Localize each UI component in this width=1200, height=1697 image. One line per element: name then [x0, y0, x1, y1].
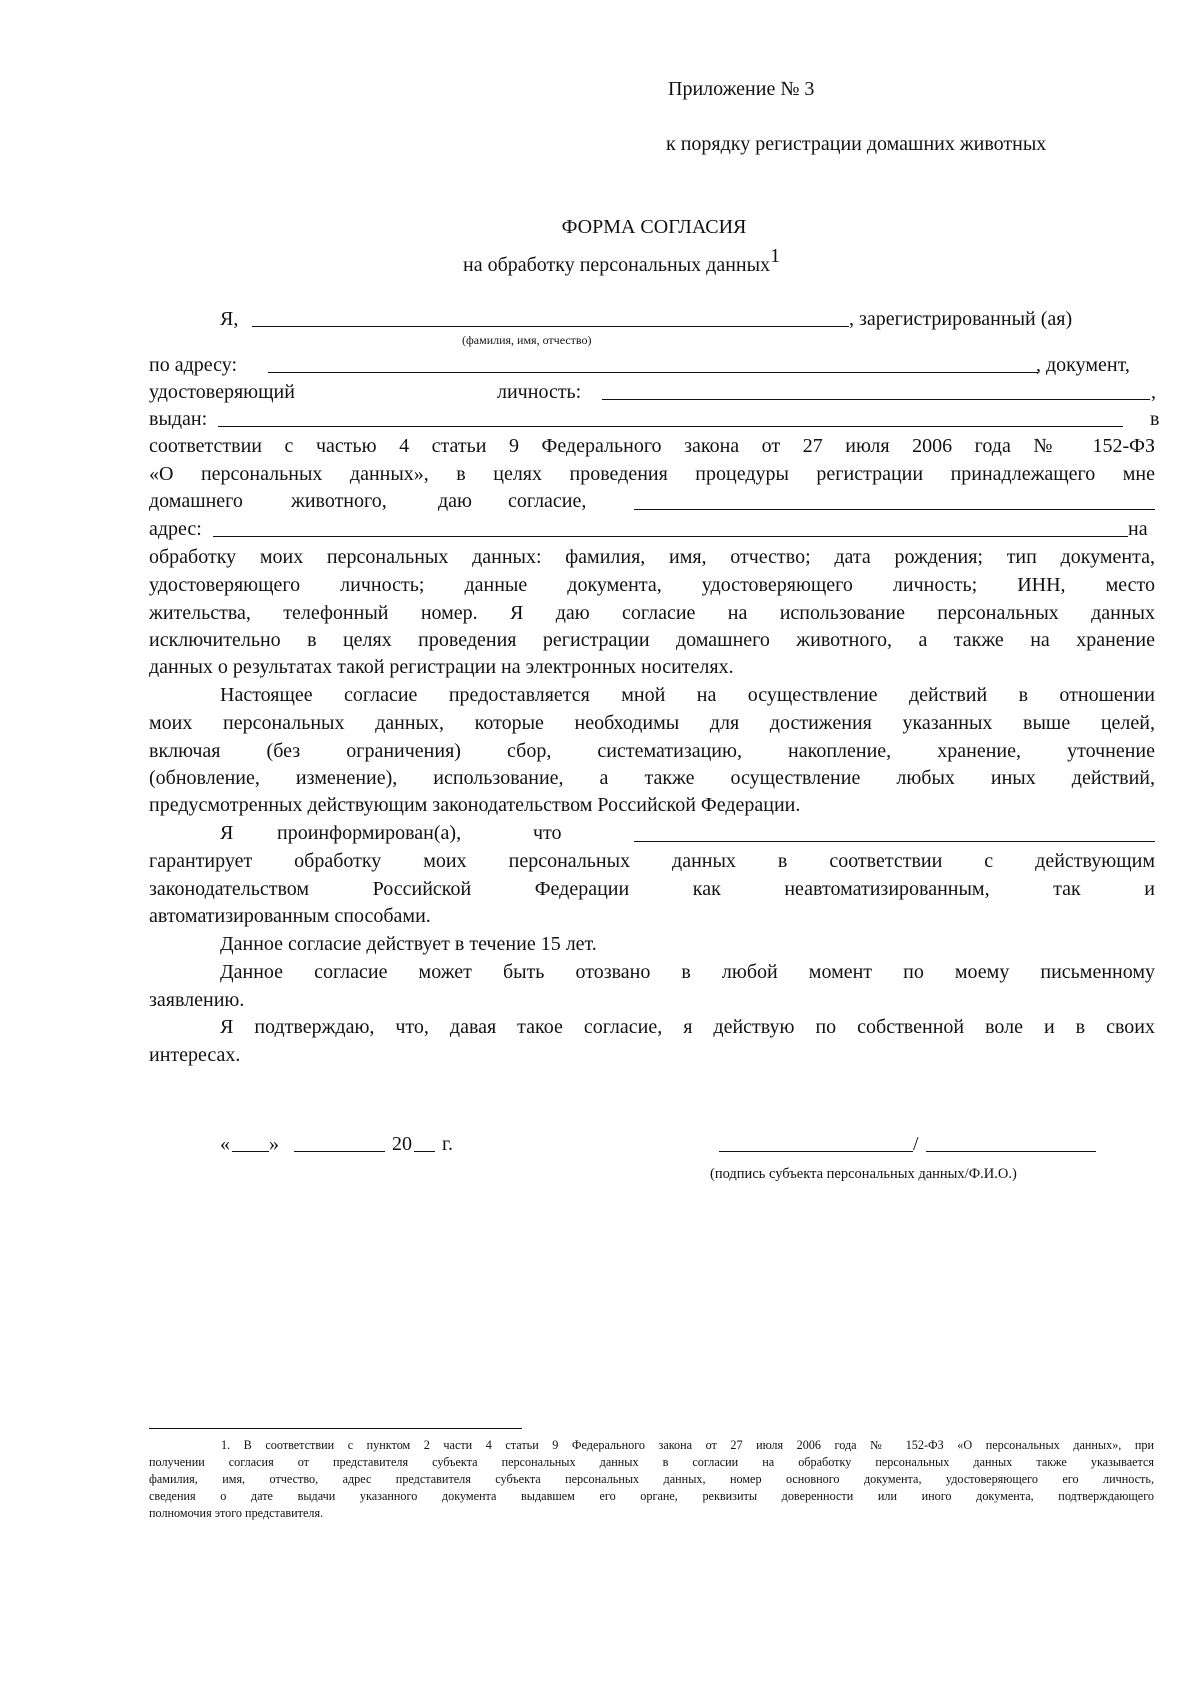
signature-field[interactable] — [719, 1151, 913, 1152]
identity-comma: , — [1151, 381, 1156, 403]
para3-line-1: гарантирует обработку моих персональных данных в соответствии с действующим — [149, 850, 1155, 872]
para2-line-1: Настоящее согласие предоставляется мной на осуществление действий в отношении — [220, 684, 1155, 706]
signature-caption: (подпись субъекта персональных данных/Ф.И.О.) — [710, 1166, 1017, 1182]
date-day-field[interactable] — [232, 1151, 269, 1152]
para3-line-2: законодательством Российской Федерации как неавтоматизированным, так и — [149, 878, 1155, 900]
validity-text: Данное согласие действует в течение 15 лет. — [220, 933, 597, 955]
revoke-line-2: заявлению. — [149, 989, 245, 1011]
informed-w3: что — [533, 822, 562, 844]
para1-line-3: жительства, телефонный номер. Я даю согласие на использование персональных данных — [149, 602, 1155, 624]
in-label: в — [1150, 408, 1160, 430]
revoke-line-1: Данное согласие может быть отозвано в любой момент по моему письменному — [220, 961, 1155, 983]
para3-line-3: автоматизированным способами. — [149, 905, 431, 927]
consent-w4: согласие, — [508, 490, 587, 512]
footnote-line-5: полномочия этого представителя. — [149, 1506, 324, 1520]
footnote-line-1: 1. В соответствии с пунктом 2 части 4 статьи 9 Федерального закона от 27 июля 2006 года № 152-ФЗ «О персональных данных», при — [221, 1438, 1154, 1452]
footnote-line-2: получении согласия от представителя субъекта персональных данных в согласии на обработку персональных данных также указывается — [149, 1455, 1154, 1469]
appendix-order: к порядку регистрации домашних животных — [666, 133, 1047, 155]
document-title: ФОРМА СОГЛАСИЯ — [561, 216, 747, 238]
consent-w1: домашнего — [149, 490, 243, 512]
footnote-line-3: фамилия, имя, отчество, адрес представителя субъекта персональных данных, номер основного документа, удостоверяющего его личность, — [149, 1472, 1154, 1486]
signature-slash: / — [913, 1133, 919, 1155]
appendix-number: Приложение № 3 — [668, 78, 815, 100]
para2-line-4: (обновление, изменение), использование, а также осуществление любых иных действий, — [149, 767, 1155, 789]
date-month-field[interactable] — [294, 1151, 385, 1152]
org-address-label: адрес: — [149, 518, 202, 540]
body-line-2: «О персональных данных», в целях проведения процедуры регистрации принадлежащего мне — [149, 463, 1155, 485]
para1-line-4: исключительно в целях проведения регистрации домашнего животного, а также на хранение — [149, 629, 1155, 651]
subtitle-text: на обработку персональных данных — [463, 254, 771, 276]
informed-w2: проинформирован(а), — [277, 822, 462, 844]
identity-field[interactable] — [602, 399, 1150, 400]
informed-w1: Я — [220, 822, 234, 844]
address-field[interactable] — [268, 372, 1038, 373]
date-year-field[interactable] — [414, 1151, 435, 1152]
address-label: по адресу: — [149, 354, 238, 376]
confirm-line-1: Я подтверждаю, что, давая такое согласие, я действую по собственной воле и в своих — [220, 1016, 1155, 1038]
consent-w3: даю — [438, 490, 472, 512]
date-year-prefix: 20 — [392, 1133, 412, 1155]
operator-field[interactable] — [634, 841, 1155, 842]
para2-line-5: предусмотренных действующим законодательством Российской Федерации. — [149, 794, 801, 816]
issued-label: выдан: — [149, 408, 208, 430]
identity-label-right: личность: — [497, 381, 582, 403]
signature-fio-field[interactable] — [926, 1151, 1096, 1152]
footnote-line-4: сведения о дате выдачи указанного документа выдавшем его органе, реквизиты доверенности или иного документа, подтверждающего — [149, 1489, 1154, 1503]
fio-field[interactable] — [252, 326, 849, 327]
date-quote-open: « — [220, 1133, 230, 1155]
organization-field[interactable] — [634, 509, 1155, 510]
i-label: Я, — [220, 308, 239, 330]
para1-line-1: обработку моих персональных данных: фамилия, имя, отчество; дата рождения; тип документа, — [149, 546, 1155, 568]
date-quote-close: » — [269, 1133, 279, 1155]
registered-label: , зарегистрированный (ая) — [849, 308, 1073, 330]
document-label: , документ, — [1036, 354, 1130, 376]
consent-w2: животного, — [291, 490, 387, 512]
on-label: на — [1128, 518, 1148, 540]
para1-line-2: удостоверяющего личность; данные документа, удостоверяющего личность; ИНН, место — [149, 574, 1155, 596]
para2-line-3: включая (без ограничения) сбор, систематизацию, накопление, хранение, уточнение — [149, 740, 1155, 762]
footnote — [149, 1437, 1154, 1522]
document-subtitle — [463, 243, 780, 278]
footnote-separator — [149, 1428, 522, 1429]
body-line-1: соответствии с частью 4 статьи 9 Федерального закона от 27 июля 2006 года № 152-ФЗ — [149, 435, 1155, 457]
org-address-field[interactable] — [213, 536, 1128, 537]
date-year-suffix: г. — [442, 1133, 453, 1155]
issued-field[interactable] — [218, 426, 1123, 427]
identity-label-left: удостоверяющий — [149, 381, 295, 403]
para2-line-2: моих персональных данных, которые необходимы для достижения указанных выше целей, — [149, 712, 1155, 734]
fio-hint: (фамилия, имя, отчество) — [462, 333, 592, 347]
footnote-mark: 1 — [770, 245, 781, 267]
para1-line-5: данных о результатах такой регистрации на электронных носителях. — [149, 656, 734, 678]
confirm-line-2: интересах. — [149, 1044, 241, 1066]
